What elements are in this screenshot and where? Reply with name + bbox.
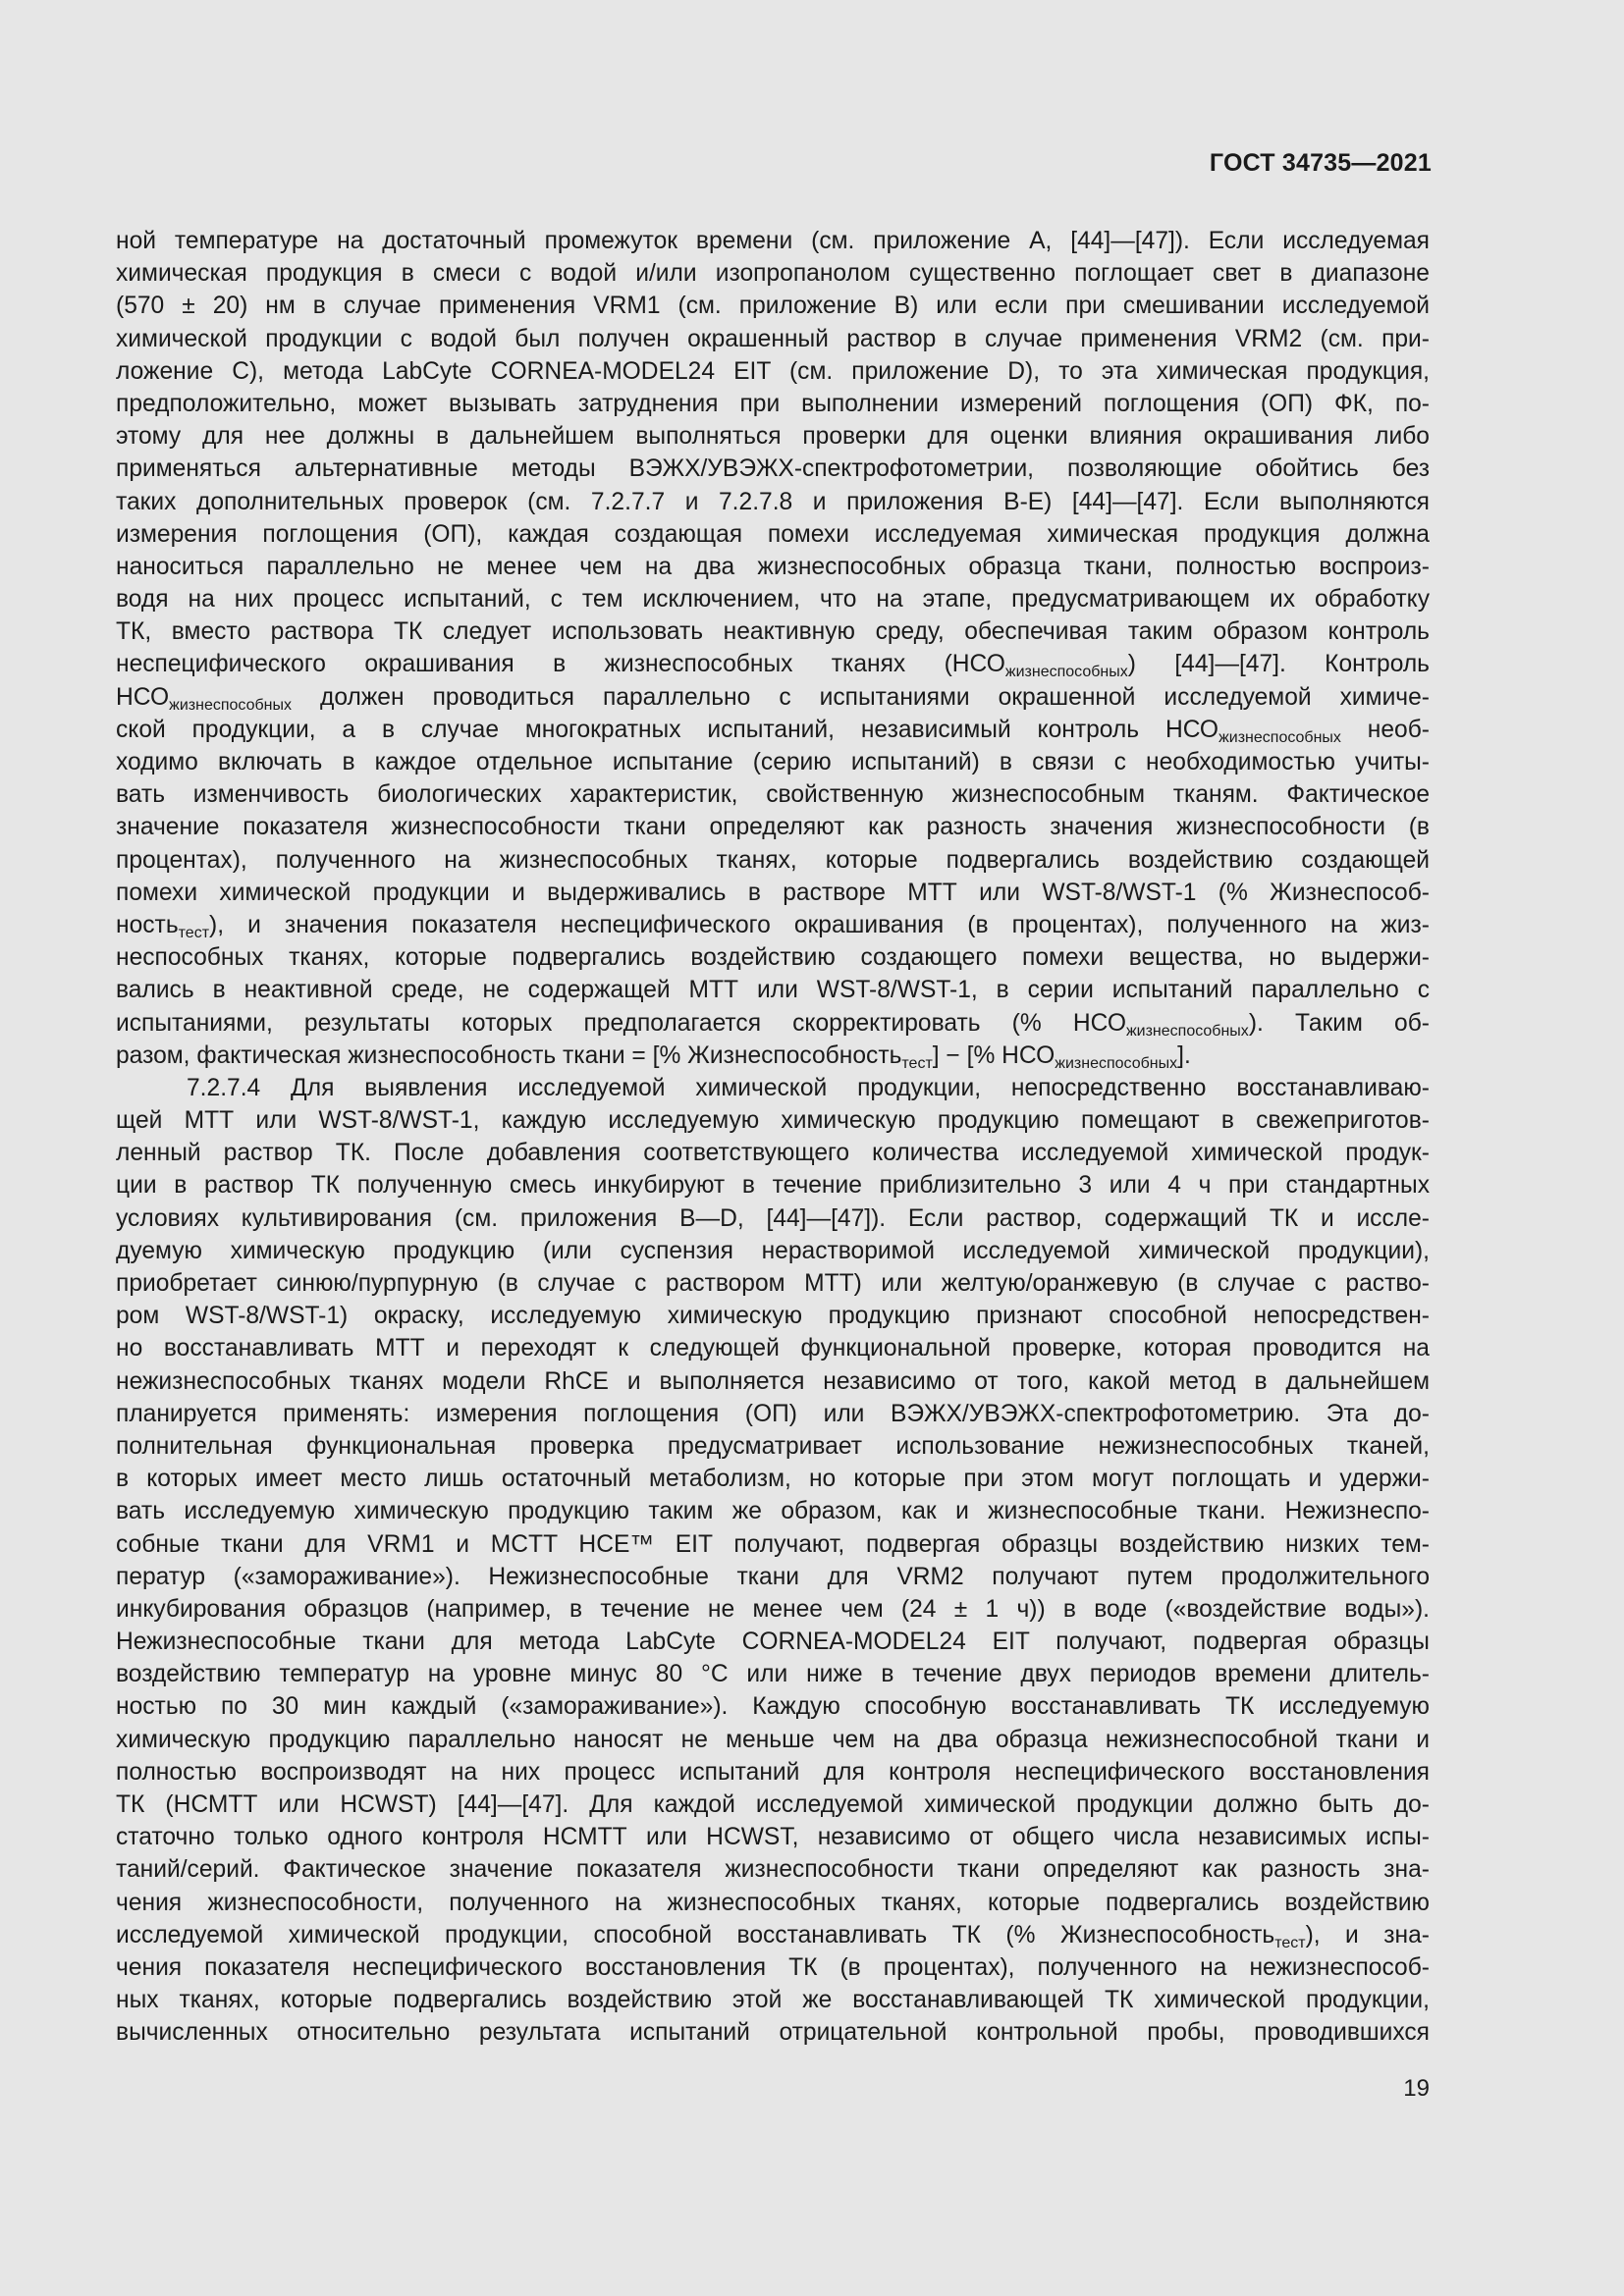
text-line: чения жизнеспособности, полученного на жизнеспособных тканях, которые подвергались воздействию <box>116 1889 1430 1916</box>
text-line <box>116 1919 1430 1951</box>
text-line <box>116 1040 1430 1072</box>
text-line: в которых имеет место лишь остаточный метаболизм, но которые при этом могут поглощать и удержи- <box>116 1466 1430 1493</box>
text-line: планируется применять: измерения поглощения (ОП) или ВЭЖХ/УВЭЖХ-спектрофотометрию. Эта до- <box>116 1400 1430 1427</box>
text-line: значение показателя жизнеспособности ткани определяют как разность значения жизнеспособности (в <box>116 814 1430 841</box>
line-segment: должен проводиться параллельно с испытаниями окрашенной исследуемой химиче- <box>291 683 1430 711</box>
text-line: химической продукции с водой был получен окрашенный раствор в случае применения VRM2 (см. при- <box>116 325 1430 352</box>
subscript-text: тест <box>1274 1934 1306 1951</box>
text-line: применяться альтернативные методы ВЭЖХ/УВЭЖХ-спектрофотометрии, позволяющие обойтись без <box>116 455 1430 483</box>
line-segment: НСО <box>116 683 170 711</box>
text-line: инкубирования образцов (например, в течение не менее чем (24 ± 1 ч)) в воде («воздействие воды»). <box>116 1595 1430 1623</box>
text-line: неспособных тканях, которые подвергались воздействию создающего помехи вещества, но выдержи- <box>116 944 1430 972</box>
line-segment: ]. <box>1177 1041 1191 1069</box>
subscript-text: жизнеспособных <box>169 696 292 714</box>
text-line: воздействию температур на уровне минус 80 °С или ниже в течение двух периодов времени длитель- <box>116 1661 1430 1688</box>
text-line: собные ткани для VRM1 и MCTT HCE™ EIT получают, подвергая образцы воздействию низких тем- <box>116 1530 1430 1558</box>
text-line: чения показателя неспецифического восстановления ТК (в процентах), полученного на нежизнеспособ- <box>116 1953 1430 1981</box>
line-segment: ), и значения показателя неспецифического окрашивания (в процентах), полученного на жиз- <box>209 911 1430 938</box>
subscript-text: тест <box>178 924 210 941</box>
text-line: вычисленных относительно результата испытаний отрицательной контрольной пробы, проводившихся <box>116 2019 1430 2047</box>
text-line: процентах), полученного на жизнеспособных тканях, которые подвергались воздействию создающей <box>116 846 1430 874</box>
text-line <box>116 909 1430 941</box>
line-segment: ) [44]—[47]. Контроль <box>1127 651 1430 678</box>
subscript-text: жизнеспособных <box>1055 1054 1178 1072</box>
text-line: щей МТТ или WST-8/WST-1, каждую исследуемую химическую продукцию помещают в свежеприготов- <box>116 1107 1430 1135</box>
line-segment: неспецифического окрашивания в жизнеспособных тканях (НСО <box>116 651 1005 678</box>
line-segment: разом, фактическая жизнеспособность ткани = [% Жизнеспособность <box>116 1041 902 1069</box>
subscript-text: жизнеспособных <box>1004 664 1128 681</box>
line-segment: ] − [% НСО <box>932 1041 1056 1069</box>
text-line: ложение С), метода LabCyte CORNEA-MODEL24 EIT (см. приложение D), то эта химическая продукция, <box>116 357 1430 385</box>
line-segment: ). Таким об- <box>1248 1009 1430 1037</box>
page-number: 19 <box>1403 2075 1430 2102</box>
text-line: ных тканях, которые подвергались воздействию этой же восстанавливающей ТК химической продукции, <box>116 1987 1430 2014</box>
text-line: (570 ± 20) нм в случае применения VRM1 (см. приложение В) или если при смешивании исследуемой <box>116 293 1430 320</box>
text-line: условиях культивирования (см. приложения В—D, [44]—[47]). Если раствор, содержащий ТК и иссле- <box>116 1204 1430 1232</box>
subscript-text: тест <box>901 1054 933 1072</box>
text-line: таний/серий. Фактическое значение показателя жизнеспособности ткани определяют как разность зна- <box>116 1856 1430 1884</box>
text-line: химическая продукция в смеси с водой и/или изопропанолом существенно поглощает свет в диапазоне <box>116 260 1430 288</box>
text-line: измерения поглощения (ОП), каждая создающая помехи исследуемая химическая продукция должна <box>116 520 1430 548</box>
text-line: химическую продукцию параллельно наносят не меньше чем на два образца нежизнеспособной ткани и <box>116 1726 1430 1753</box>
text-line: ной температуре на достаточный промежуток времени (см. приложение А, [44]—[47]). Если исследуемая <box>116 228 1430 254</box>
line-segment: ность <box>116 911 179 938</box>
text-line: наноситься параллельно не менее чем на два жизнеспособных образца ткани, полностью воспроиз- <box>116 553 1430 580</box>
line-segment: исследуемой химической продукции, способной восстанавливать ТК (% Жизнеспособность <box>116 1921 1275 1949</box>
text-line <box>116 681 1430 714</box>
line-segment: ), и зна- <box>1305 1921 1430 1949</box>
text-line: предположительно, может вызывать затруднения при выполнении измерений поглощения (ОП) ФК, по- <box>116 390 1430 417</box>
text-line <box>116 648 1430 680</box>
text-line: ленный раствор ТК. После добавления соответствующего количества исследуемой химической продук- <box>116 1140 1430 1167</box>
text-line: вать изменчивость биологических характеристик, свойственную жизнеспособным тканям. Фактическое <box>116 781 1430 809</box>
text-line: полнительная функциональная проверка предусматривает использование нежизнеспособных тканей, <box>116 1432 1430 1460</box>
text-line: но восстанавливать МТТ и переходят к следующей функциональной проверке, которая проводится на <box>116 1335 1430 1362</box>
text-line: статочно только одного контроля НСМТТ или НСWST, независимо от общего числа независимых испы- <box>116 1824 1430 1851</box>
text-line: ции в раствор ТК полученную смесь инкубируют в течение приблизительно 3 или 4 ч при стандартных <box>116 1172 1430 1200</box>
text-line: 7.2.7.4 Для выявления исследуемой химической продукции, непосредственно восстанавливаю- <box>187 1074 1430 1101</box>
text-line <box>116 714 1430 746</box>
text-line: этому для нее должны в дальнейшем выполняться проверки для оценки влияния окрашивания либо <box>116 423 1430 451</box>
text-line: ходимо включать в каждое отдельное испытание (серию испытаний) в связи с необходимостью учиты- <box>116 749 1430 775</box>
text-line: ром WST-8/WST-1) окраску, исследуемую химическую продукцию признают способной непосредствен- <box>116 1303 1430 1330</box>
text-line <box>116 1007 1430 1040</box>
text-line: приобретает синюю/пурпурную (в случае с раствором МТТ) или желтую/оранжевую (в случае с раство- <box>116 1270 1430 1297</box>
text-line: дуемую химическую продукцию (или суспензия нерастворимой исследуемой химической продукции), <box>116 1237 1430 1264</box>
subscript-text: жизнеспособных <box>1218 728 1341 746</box>
text-line: помехи химической продукции и выдерживались в растворе МТТ или WST-8/WST-1 (% Жизнеспособ- <box>116 879 1430 906</box>
text-line: ТК (НСМТТ или НСWST) [44]—[47]. Для каждой исследуемой химической продукции должно быть до- <box>116 1791 1430 1818</box>
text-line: Нежизнеспособные ткани для метода LabCyte CORNEA-MODEL24 EIT получают, подвергая образцы <box>116 1629 1430 1656</box>
text-line: нежизнеспособных тканях модели RhCE и выполняется независимо от того, какой метод в дальнейшем <box>116 1367 1430 1395</box>
subscript-text: жизнеспособных <box>1125 1022 1249 1040</box>
document-standard-header: ГОСТ 34735—2021 <box>1209 149 1432 177</box>
line-segment: необ- <box>1340 716 1430 743</box>
text-line: полностью воспроизводят на них процесс испытаний для контроля неспецифического восстановления <box>116 1758 1430 1786</box>
text-line: вать исследуемую химическую продукцию таким же образом, как и жизнеспособные ткани. Нежизнеспо- <box>116 1498 1430 1525</box>
text-line: вались в неактивной среде, не содержащей МТТ или WST-8/WST-1, в серии испытаний параллельно с <box>116 977 1430 1004</box>
text-line: таких дополнительных проверок (см. 7.2.7.7 и 7.2.7.8 и приложения В-Е) [44]—[47]. Если выполняются <box>116 488 1430 515</box>
text-line: ностью по 30 мин каждый («замораживание»). Каждую способную восстанавливать ТК исследуемую <box>116 1693 1430 1721</box>
line-segment: испытаниями, результаты которых предполагается скорректировать (% НСО <box>116 1009 1126 1037</box>
document-body-text <box>116 225 1430 2050</box>
text-line: водя на них процесс испытаний, с тем исключением, что на этапе, предусматривающем их обработку <box>116 586 1430 614</box>
text-line: ТК, вместо раствора ТК следует использовать неактивную среду, обеспечивая таким образом контроль <box>116 618 1430 646</box>
line-segment: ской продукции, а в случае многократных испытаний, независимый контроль НСО <box>116 716 1219 743</box>
text-line: ператур («замораживание»). Нежизнеспособные ткани для VRM2 получают путем продолжительного <box>116 1563 1430 1590</box>
